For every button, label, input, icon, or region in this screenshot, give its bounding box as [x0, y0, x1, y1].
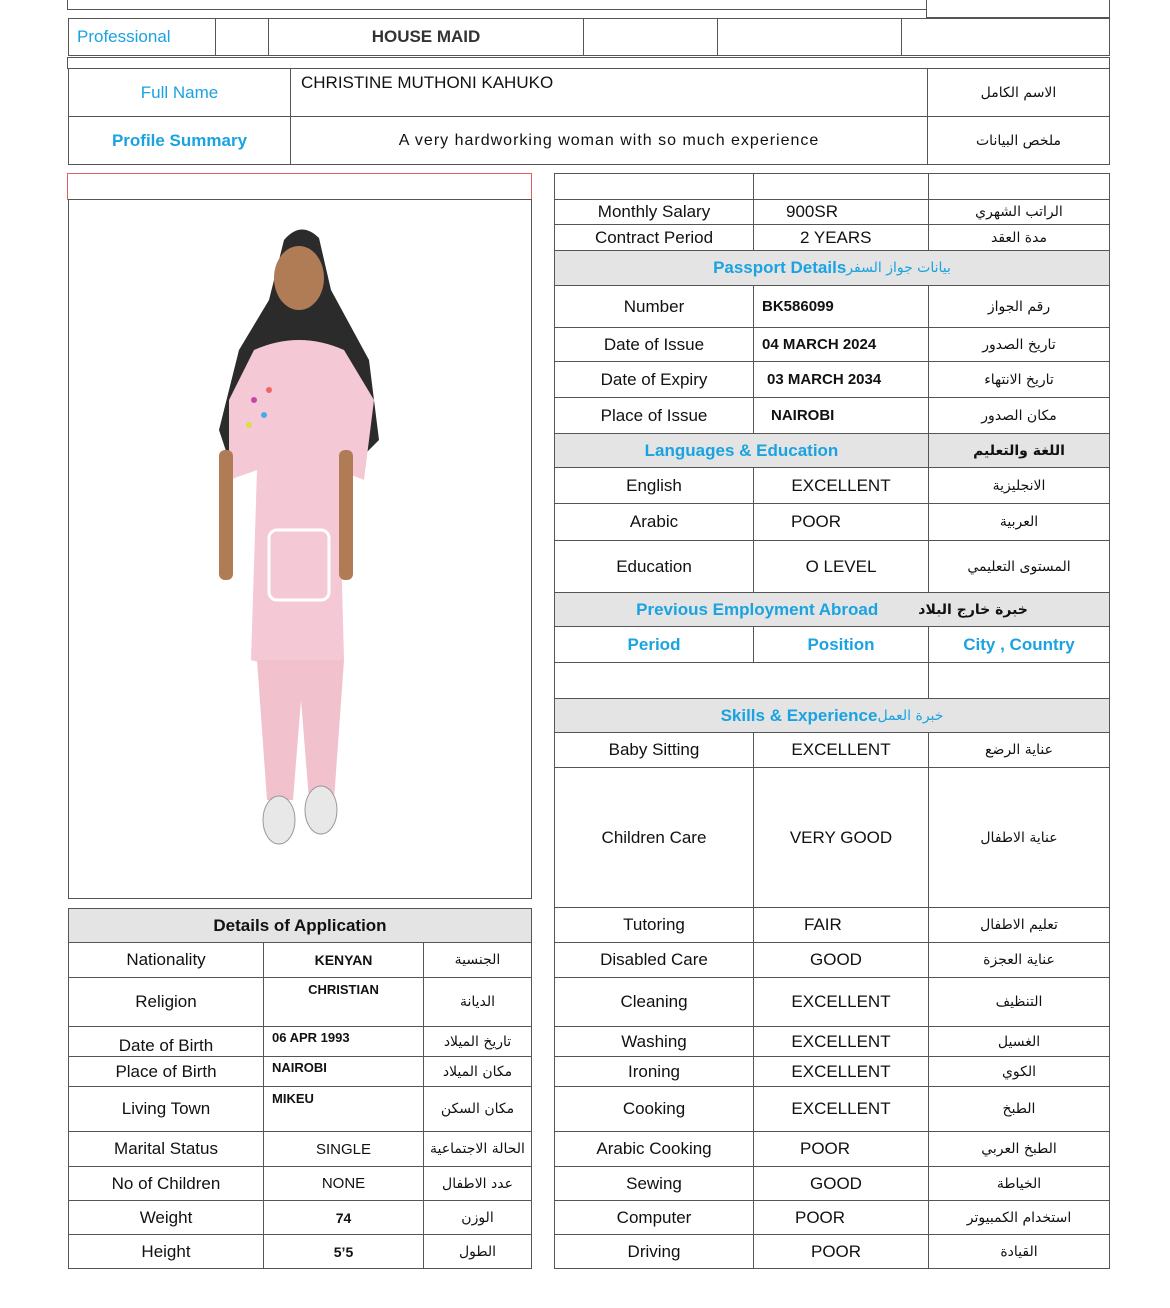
passport-number-arabic: رقم الجواز — [928, 285, 1110, 328]
full-name-label: Full Name — [68, 68, 291, 117]
lang-value-arabic: POOR — [753, 503, 929, 541]
skill-ar-disabled-care: عناية العجزة — [928, 942, 1110, 978]
app-value-religion: CHRISTIAN — [263, 977, 424, 1027]
app-value-weight: 74 — [263, 1200, 424, 1235]
profession-value: HOUSE MAID — [268, 18, 584, 56]
profile-summary-value: A very hardworking woman with so much experience — [290, 116, 928, 165]
passport-expiry-value: 03 MARCH 2034 — [753, 361, 929, 398]
skill-ar-arabic-cooking: الطبخ العربي — [928, 1131, 1110, 1167]
full-name-value: CHRISTINE MUTHONI KAHUKO — [290, 68, 928, 117]
skill-ar-computer: استخدام الكمبيوتر — [928, 1200, 1110, 1235]
employment-col-city: City , Country — [928, 626, 1110, 663]
app-label-height: Height — [68, 1234, 264, 1269]
app-value-nationality: KENYAN — [263, 942, 424, 978]
skill-ar-baby-sitting: عناية الرضع — [928, 732, 1110, 768]
contract-period-arabic: مدة العقد — [928, 224, 1110, 251]
skill-value-arabic-cooking: POOR — [753, 1131, 929, 1167]
languages-title-arabic: اللغة والتعليم — [928, 433, 1110, 468]
employment-col-period: Period — [554, 626, 754, 663]
app-value-dob: 06 APR 1993 — [263, 1026, 424, 1057]
app-ar-nationality: الجنسية — [423, 942, 532, 978]
passport-expiry-label: Date of Expiry — [554, 361, 754, 398]
lang-ar-education: المستوى التعليمي — [928, 540, 1110, 593]
skill-value-cooking: EXCELLENT — [753, 1086, 929, 1132]
professional-label: Professional — [68, 18, 216, 56]
skill-label-computer: Computer — [554, 1200, 754, 1235]
header-empty-cell — [717, 18, 902, 56]
app-label-dob: Date of Birth — [68, 1026, 264, 1057]
header-empty-cell — [215, 18, 269, 56]
photo-frame — [68, 199, 532, 899]
app-ar-children: عدد الاطفال — [423, 1166, 532, 1201]
passport-title-arabic: بيانات جواز السفر — [846, 260, 951, 276]
skill-value-driving: POOR — [753, 1234, 929, 1269]
photo-header-box — [67, 173, 532, 200]
salary-label: Monthly Salary — [554, 199, 754, 225]
application-title: Details of Application — [68, 908, 532, 943]
skill-label-tutoring: Tutoring — [554, 907, 754, 943]
profile-summary-arabic: ملخص البيانات — [927, 116, 1110, 165]
skill-ar-sewing: الخياطة — [928, 1166, 1110, 1201]
passport-expiry-arabic: تاريخ الانتهاء — [928, 361, 1110, 398]
app-ar-height: الطول — [423, 1234, 532, 1269]
lang-ar-english: الانجليزية — [928, 467, 1110, 504]
skill-ar-cleaning: التنظيف — [928, 977, 1110, 1027]
skills-section-title — [554, 698, 1110, 733]
passport-title: Passport Details — [713, 258, 847, 277]
skill-label-children-care: Children Care — [554, 767, 754, 908]
app-label-nationality: Nationality — [68, 942, 264, 978]
app-ar-marital: الحالة الاجتماعية — [423, 1131, 532, 1167]
app-label-marital: Marital Status — [68, 1131, 264, 1167]
lang-label-arabic: Arabic — [554, 503, 754, 541]
app-value-height: 5’5 — [263, 1234, 424, 1269]
app-value-children: NONE — [263, 1166, 424, 1201]
passport-place-label: Place of Issue — [554, 397, 754, 434]
right-empty-cell — [928, 173, 1110, 200]
app-ar-religion: الديانة — [423, 977, 532, 1027]
passport-issue-label: Date of Issue — [554, 327, 754, 362]
skill-ar-children-care: عناية الاطفال — [928, 767, 1110, 908]
skill-label-arabic-cooking: Arabic Cooking — [554, 1131, 754, 1167]
passport-issue-value: 04 MARCH 2024 — [753, 327, 929, 362]
lang-label-education: Education — [554, 540, 754, 593]
app-value-marital: SINGLE — [263, 1131, 424, 1167]
passport-place-value: NAIROBI — [753, 397, 929, 434]
employment-section-title — [554, 592, 1110, 627]
app-ar-pob: مكان الميلاد — [423, 1056, 532, 1087]
passport-number-label: Number — [554, 285, 754, 328]
right-empty-cell — [753, 173, 929, 200]
skill-label-ironing: Ironing — [554, 1056, 754, 1087]
employment-empty-row — [554, 662, 929, 699]
skill-value-sewing: GOOD — [753, 1166, 929, 1201]
passport-number-value: BK586099 — [753, 285, 929, 328]
contract-period-label: Contract Period — [554, 224, 754, 251]
full-name-arabic: الاسم الكامل — [927, 68, 1110, 117]
employment-empty-row — [928, 662, 1110, 699]
passport-issue-arabic: تاريخ الصدور — [928, 327, 1110, 362]
app-ar-dob: تاريخ الميلاد — [423, 1026, 532, 1057]
candidate-photo — [69, 200, 533, 900]
app-label-children: No of Children — [68, 1166, 264, 1201]
top-border-line-right — [926, 0, 1110, 18]
profile-summary-label: Profile Summary — [68, 116, 291, 165]
header-empty-cell — [583, 18, 718, 56]
skill-value-washing: EXCELLENT — [753, 1026, 929, 1057]
app-label-religion: Religion — [68, 977, 264, 1027]
right-empty-cell — [554, 173, 754, 200]
employment-title: Previous Employment Abroad — [636, 599, 879, 619]
skill-ar-tutoring: تعليم الاطفال — [928, 907, 1110, 943]
app-label-weight: Weight — [68, 1200, 264, 1235]
skill-value-ironing: EXCELLENT — [753, 1056, 929, 1087]
skill-ar-cooking: الطبخ — [928, 1086, 1110, 1132]
skill-label-disabled-care: Disabled Care — [554, 942, 754, 978]
app-label-living-town: Living Town — [68, 1086, 264, 1132]
app-label-pob: Place of Birth — [68, 1056, 264, 1087]
app-value-living-town: MIKEU — [263, 1086, 424, 1132]
skill-value-tutoring: FAIR — [753, 907, 929, 943]
employment-col-position: Position — [753, 626, 929, 663]
employment-title-arabic: خبرة خارج البلاد — [918, 601, 1028, 618]
skill-label-cooking: Cooking — [554, 1086, 754, 1132]
app-ar-living-town: مكان السكن — [423, 1086, 532, 1132]
skill-label-sewing: Sewing — [554, 1166, 754, 1201]
skill-label-cleaning: Cleaning — [554, 977, 754, 1027]
app-value-pob: NAIROBI — [263, 1056, 424, 1087]
skill-value-children-care: VERY GOOD — [753, 767, 929, 908]
skills-title: Skills & Experience — [720, 705, 878, 725]
top-border-line — [67, 0, 927, 10]
contract-period-value: 2 YEARS — [753, 224, 929, 251]
skill-label-baby-sitting: Baby Sitting — [554, 732, 754, 768]
skill-ar-washing: الغسيل — [928, 1026, 1110, 1057]
app-ar-weight: الوزن — [423, 1200, 532, 1235]
skill-ar-ironing: الكوي — [928, 1056, 1110, 1087]
lang-value-education: O LEVEL — [753, 540, 929, 593]
header-empty-cell — [901, 18, 1110, 56]
passport-section-title — [554, 250, 1110, 286]
lang-value-english: EXCELLENT — [753, 467, 929, 504]
skill-label-driving: Driving — [554, 1234, 754, 1269]
skill-value-cleaning: EXCELLENT — [753, 977, 929, 1027]
skills-title-arabic: خبرة العمل — [877, 707, 944, 724]
lang-label-english: English — [554, 467, 754, 504]
salary-value: 900SR — [753, 199, 929, 225]
languages-title: Languages & Education — [554, 433, 929, 468]
skill-label-washing: Washing — [554, 1026, 754, 1057]
lang-ar-arabic: العربية — [928, 503, 1110, 541]
skill-value-disabled-care: GOOD — [753, 942, 929, 978]
salary-arabic: الراتب الشهري — [928, 199, 1110, 225]
skill-value-computer: POOR — [753, 1200, 929, 1235]
skill-value-baby-sitting: EXCELLENT — [753, 732, 929, 768]
passport-place-arabic: مكان الصدور — [928, 397, 1110, 434]
skill-ar-driving: القيادة — [928, 1234, 1110, 1269]
